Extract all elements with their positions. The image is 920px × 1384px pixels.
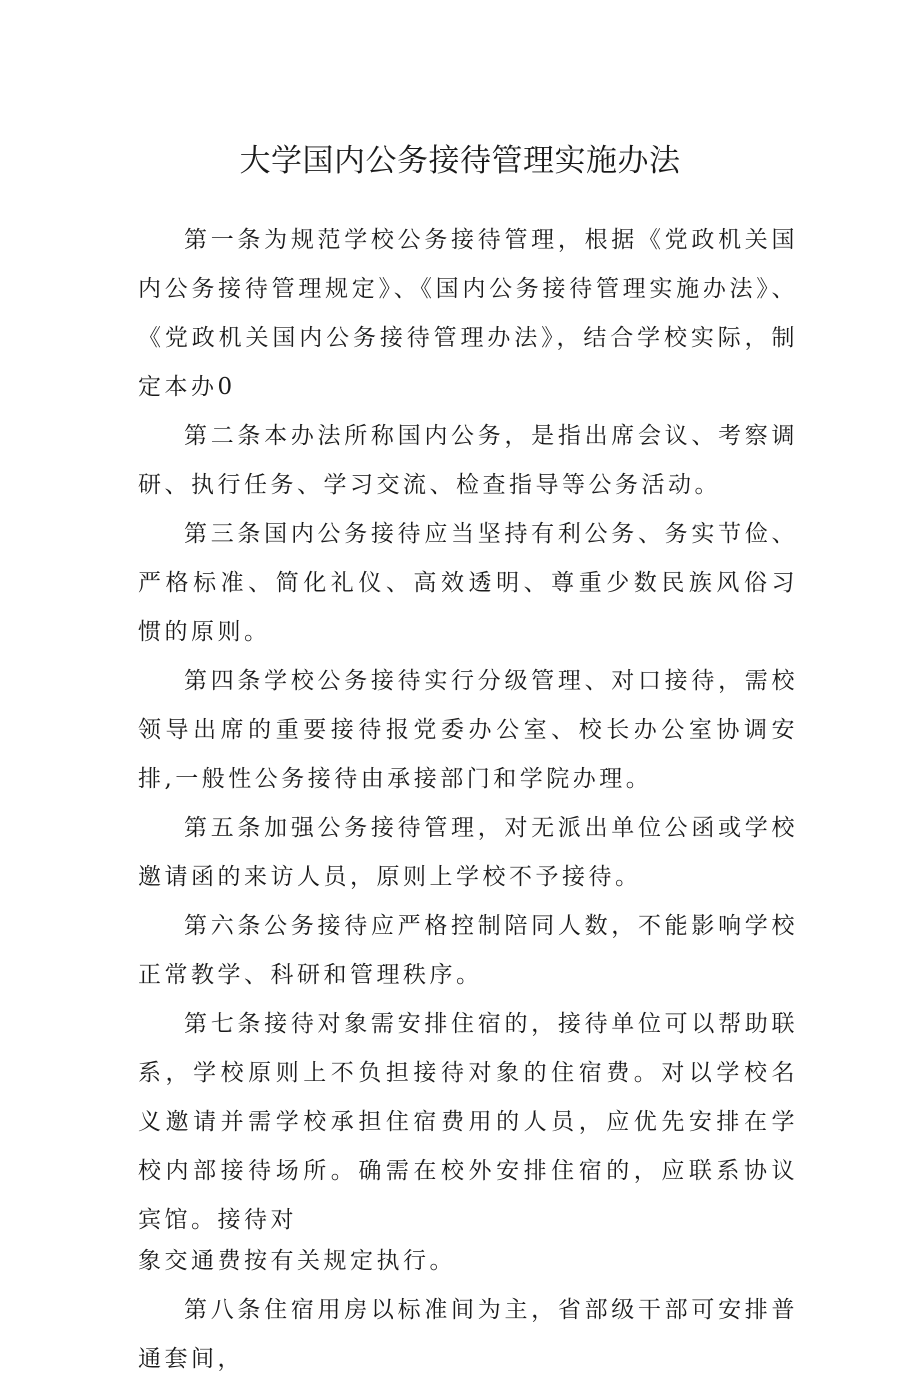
article-3: 第三条国内公务接待应当坚持有利公务、务实节俭、严格标准、简化礼仪、高效透明、尊重少数民族风俗习惯的原则。 [138,521,798,645]
article-8: 第八条住宿用房以标准间为主，省部级干部可安排普通套间， [138,1297,798,1372]
article-7-main: 第七条接待对象需安排住宿的，接待单位可以帮助联系，学校原则上不负担接待对象的住宿费。对以学校名义邀请并需学校承担住宿费用的人员，应优先安排在学校内部接待场所。确需在校外安排住宿的，应联系协议宾馆。接待对 [138,1011,798,1233]
article-2: 第二条本办法所称国内公务，是指出席会议、考察调研、执行任务、学习交流、检查指导等公务活动。 [138,423,798,498]
article-4: 第四条学校公务接待实行分级管理、对口接待，需校领导出席的重要接待报党委办公室、校长办公室协调安排,一般性公务接待由承接部门和学院办理。 [138,668,798,792]
article-5: 第五条加强公务接待管理，对无派出单位公函或学校邀请函的来访人员，原则上学校不予接待。 [138,815,798,890]
article-7 [138,1000,798,1286]
article-1: 第一条为规范学校公务接待管理，根据《党政机关国内公务接待管理规定》、《国内公务接待管理实施办法》、《党政机关国内公务接待管理办法》，结合学校实际，制定本办0 [138,227,798,400]
document-title: 大学国内公务接待管理实施办法 [239,143,681,179]
article-7-tail: 象交通费按有关规定执行。 [138,1248,456,1274]
document-body [138,216,798,1384]
article-6: 第六条公务接待应严格控制陪同人数，不能影响学校正常教学、科研和管理秩序。 [138,913,798,988]
